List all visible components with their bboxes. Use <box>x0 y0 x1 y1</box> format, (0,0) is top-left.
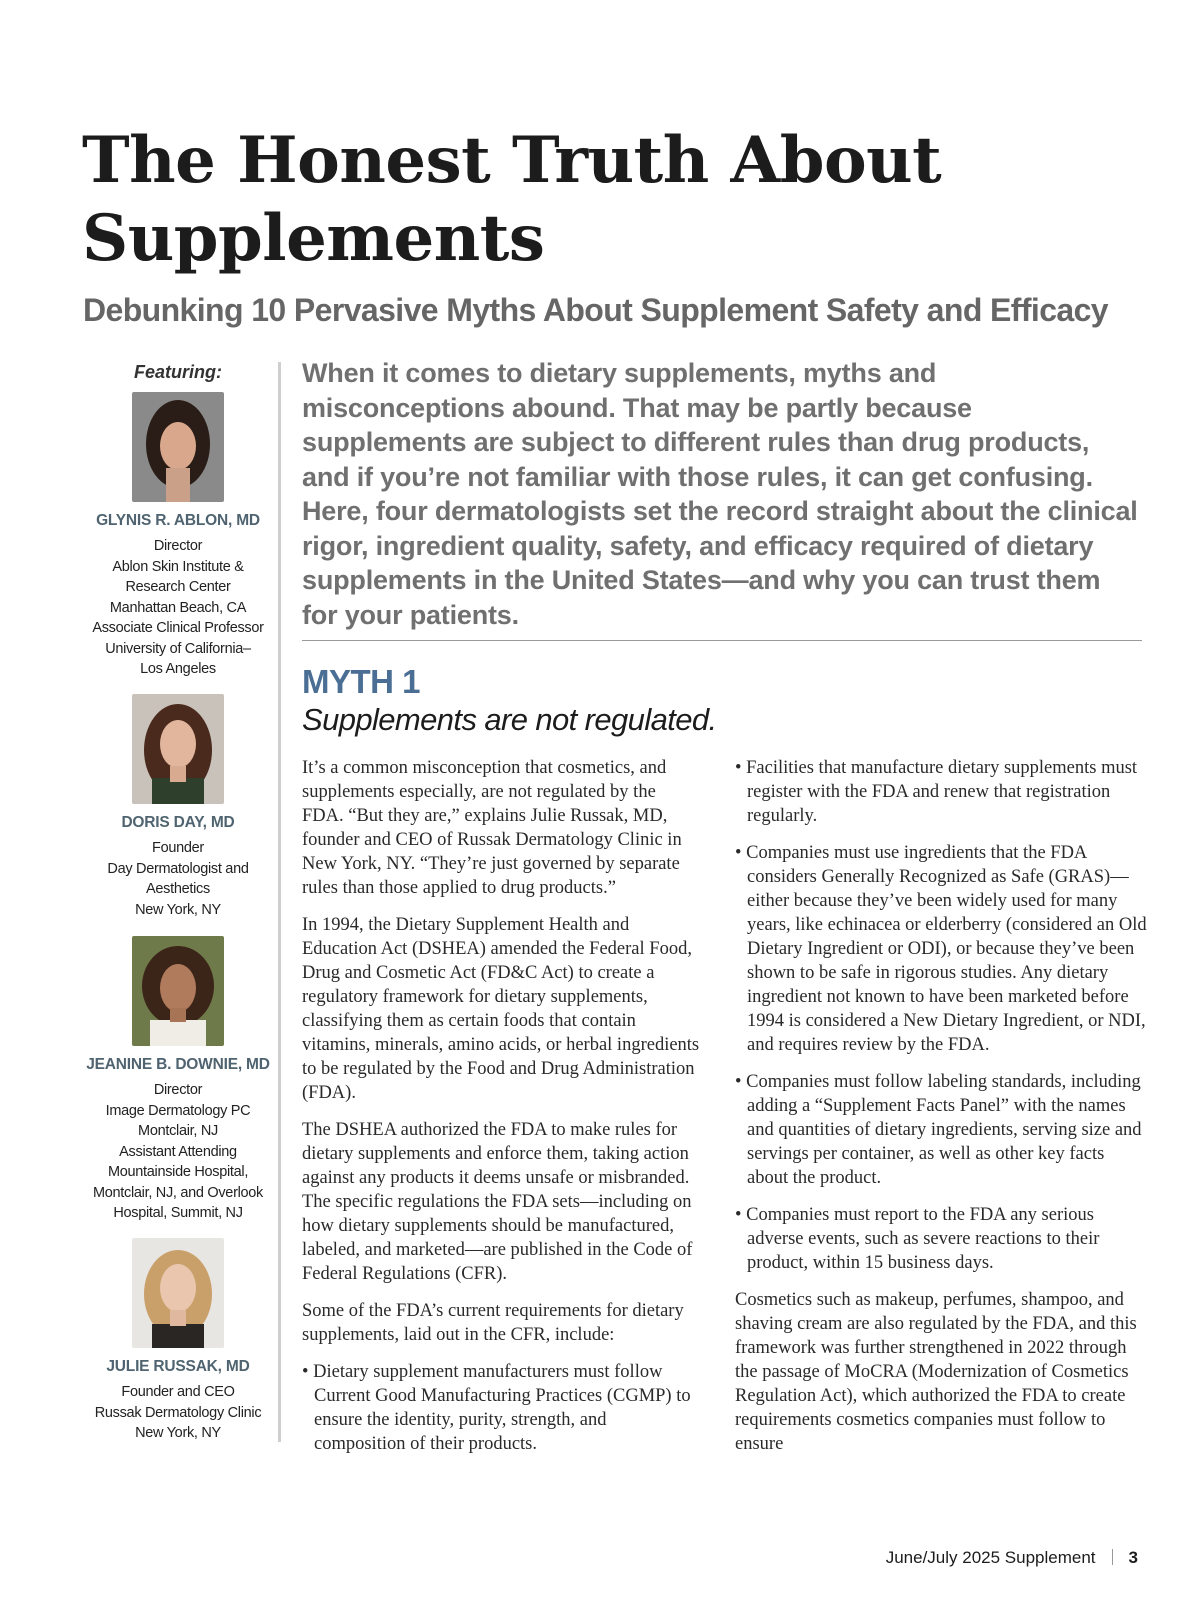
body-paragraph: It’s a common misconception that cosmetics, and supplements especially, are not regulated by the FDA. “But they are,” explains Julie Russak, MD, founder and CEO of Russak Dermatology Clinic in New York, NY. “They’re just governed by separate rules than those applied to drug products.” <box>302 758 682 898</box>
doctor-info-line: New York, NY <box>135 1425 221 1441</box>
doctor-info-line: Associate Clinical Professor <box>92 620 264 636</box>
myth-label: MYTH 1 <box>302 663 421 700</box>
page-footer <box>886 1548 1138 1568</box>
doctor-name: DORIS DAY, MD <box>121 814 235 831</box>
doctor-info-line: Assistant Attending <box>119 1143 237 1160</box>
doctor-photo <box>132 936 224 1046</box>
doctor-name: JULIE RUSSAK, MD <box>106 1358 250 1375</box>
doctor-card <box>78 936 278 1224</box>
body-paragraph: Cosmetics such as makeup, perfumes, shampoo, and shaving cream are also regulated by the FDA, and this framework was further strengthened in 2022 through the passage of MoCRA (Modernization of Cosmetics Regulation Act), which authorized the FDA to create requirements cosmetics companies must follow to ensure <box>735 1290 1137 1454</box>
footer-separator <box>1112 1549 1113 1565</box>
doctor-info-line: New York, NY <box>135 901 221 918</box>
doctor-info-line: Director <box>153 1082 203 1098</box>
bullet-item: • Facilities that manufacture dietary supplements must register with the FDA and renew that registration regularly. <box>735 758 1138 826</box>
doctor-name: JEANINE B. DOWNIE, MD <box>86 1056 270 1073</box>
page-number: 3 <box>1128 1548 1138 1567</box>
doctor-info-line: Los Angeles <box>140 661 216 677</box>
doctor-card <box>78 1238 278 1444</box>
doctor-info-line: Hospital, Summit, NJ <box>113 1205 243 1221</box>
doctor-info-line: Manhattan Beach, CA <box>109 599 247 616</box>
body-column-right <box>735 756 1147 1469</box>
doctor-info-line: Image Dermatology PC <box>105 1102 251 1119</box>
body-paragraph: Some of the FDA’s current requirements for dietary supplements, laid out in the CFR, include: <box>302 1301 684 1345</box>
myth-title: Supplements are not regulated. <box>302 702 717 737</box>
doctor-photo <box>132 1238 224 1348</box>
bullet-item: • Dietary supplement manufacturers must follow Current Good Manufacturing Practices (CGMP) to ensure the identity, purity, strength, and composition of their products. <box>302 1362 691 1454</box>
doctor-card <box>78 392 278 680</box>
section-divider <box>302 640 1142 641</box>
doctor-info-line: Founder <box>152 840 204 856</box>
bullet-item: • Companies must report to the FDA any serious adverse events, such as severe reactions to their product, within 15 business days. <box>735 1205 1100 1273</box>
body-column-left <box>302 756 702 1469</box>
doctor-info-line: Day Dermatologist and <box>107 860 249 877</box>
doctor-info-line: Montclair, NJ <box>138 1123 218 1139</box>
doctor-info-line: Montclair, NJ, and Overlook <box>93 1184 263 1201</box>
intro-paragraph: When it comes to dietary supplements, myths and misconceptions abound. That may be partly because supplements are subject to different rules than drug products, and if you’re not familiar with those rules, it can get confusing. Here, four dermatologists set the record straight about the clinical rigor, ingredient quality, safety, and efficacy required of dietary supplements in the United States—and why you can trust them for your patients. <box>302 358 1138 630</box>
body-paragraph: The DSHEA authorized the FDA to make rules for dietary supplements and enforce them, taking action against any products it deems unsafe or misbranded. The specific regulations the FDA sets—including on how dietary supplements should be manufactured, labeled, and marketed—are published in the Code of Federal Regulations (CFR). <box>302 1120 693 1284</box>
body-paragraph: In 1994, the Dietary Supplement Health and Education Act (DSHEA) amended the Federal Food, Drug and Cosmetic Act (FD&C Act) to create a regulatory framework for dietary supplements, classifying them as certain foods that contain vitamins, minerals, amino acids, or herbal ingredients to be regulated by the Food and Drug Administration (FDA). <box>302 915 700 1103</box>
doctor-info-line: Ablon Skin Institute & <box>112 558 244 575</box>
sidebar-divider <box>278 362 281 1442</box>
article-title: The Honest Truth About Supplements <box>82 123 942 276</box>
doctor-info-line: Mountainside Hospital, <box>107 1164 249 1180</box>
doctor-info-line: Russak Dermatology Clinic <box>94 1404 262 1421</box>
bullet-item: • Companies must follow labeling standards, including adding a “Supplement Facts Panel” with the names and quantities of dietary ingredients, serving size and servings per container, as well as other key facts about the product. <box>735 1072 1142 1188</box>
article-subtitle: Debunking 10 Pervasive Myths About Supplement Safety and Efficacy <box>83 292 1108 328</box>
doctor-info-line: University of California– <box>105 640 251 657</box>
doctor-photo <box>132 694 224 804</box>
doctor-info-line: Research Center <box>125 579 231 595</box>
doctor-card <box>78 694 278 920</box>
bullet-item: • Companies must use ingredients that the FDA considers Generally Recognized as Safe (GRAS)—either because they’ve been widely used for many years, like echinacea or elderberry (considered an Old Dietary Ingredient or ODI), or because they’ve been shown to be safe in rigorous studies. Any dietary ingredient not known to have been marketed before 1994 is considered a New Dietary Ingredient, or NDI, and requires review by the FDA. <box>735 843 1147 1055</box>
doctor-photo <box>132 392 224 502</box>
doctor-info-line: Aesthetics <box>146 881 210 897</box>
featured-doctors-sidebar <box>78 362 278 1441</box>
issue-label: June/July 2025 Supplement <box>885 1548 1096 1567</box>
featuring-label: Featuring: <box>134 362 222 382</box>
doctor-info-line: Founder and CEO <box>121 1384 235 1400</box>
doctor-info-line: Director <box>153 538 203 554</box>
doctor-name: GLYNIS R. ABLON, MD <box>96 512 260 529</box>
